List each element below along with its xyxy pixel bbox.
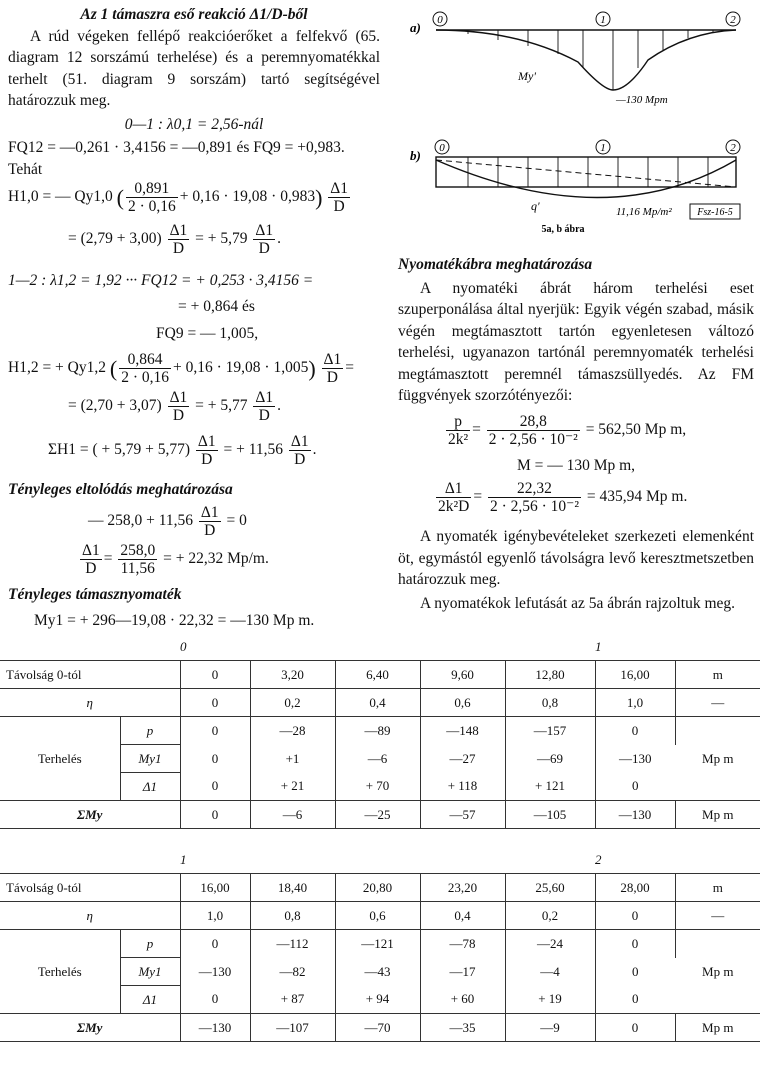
table-cell: 0 — [180, 633, 250, 661]
table-cell: + 21 — [250, 773, 335, 801]
eq-h10 — [8, 180, 380, 218]
table-cell: 0,8 — [250, 902, 335, 930]
table-cell: 0 — [632, 963, 639, 979]
math-text: b) — [410, 148, 421, 163]
table-cell: —148 — [420, 717, 505, 745]
math-text — [118, 542, 157, 577]
table-cell: +1 — [250, 745, 335, 773]
math-text — [488, 480, 581, 515]
math-text: —130 Mpm — [616, 94, 668, 106]
table-cell: — — [675, 902, 760, 930]
table-cell: —69 — [505, 745, 595, 773]
table-cell: 0 — [180, 986, 250, 1014]
table-cell: —70 — [335, 1014, 420, 1042]
eq-p-2k2: $\frac{p}{\text{2k²}}$ = $\frac{28,8}{\text{2 · 2,56 · 10⁻²}}$ = 562,50 Mp m, — [448, 412, 687, 448]
table-cell: 1,0 — [180, 902, 250, 930]
table-cell: η — [0, 902, 180, 930]
table-cell: My1 — [120, 958, 180, 986]
table-cell: 28,00 — [595, 874, 675, 902]
math-text: 11,56 — [120, 560, 155, 577]
table-cell: 0 — [180, 773, 250, 801]
math-text: H1,0 = — Qy1,0 — [8, 188, 113, 206]
math-text — [322, 351, 344, 386]
table-cell: —9 — [505, 1014, 595, 1042]
math-text: 2k² — [448, 430, 469, 448]
table-row — [0, 801, 760, 829]
eq-fq9: FQ9 = — 1,005, — [156, 325, 259, 342]
math-text: D — [333, 198, 345, 215]
math-text — [487, 413, 580, 448]
table-cell: 0 — [595, 902, 675, 930]
para-elemenkent: A nyomaték igénybevételeket szerkezeti elemenként öt, egymástól egyenlő távolságra levő keresztmetszetben határozzuk meg. — [398, 528, 754, 588]
math-text: 2 — [730, 142, 736, 154]
table-cell: —35 — [420, 1014, 505, 1042]
table-cell: —82 — [250, 958, 335, 986]
right-column — [398, 254, 754, 614]
table-cell: ΣMy — [0, 1014, 180, 1042]
math-text: D — [258, 406, 270, 424]
math-text: q' — [531, 199, 540, 213]
table-cell: 0,2 — [250, 689, 335, 717]
eq-0864: = + 0,864 és — [178, 297, 255, 315]
table-cell: 0 — [180, 801, 250, 829]
table-cell: —130 — [180, 958, 250, 986]
table-cell: p — [120, 717, 180, 745]
math-text: p — [446, 413, 470, 431]
table-cell: 16,00 — [595, 661, 675, 689]
math-text — [328, 180, 350, 215]
step-1-2: 1—2 : λ1,2 = 1,92 ··· FQ12 = + 0,253 · 3,4156 = — [8, 272, 314, 289]
math-text: = + 5,77 — [195, 396, 248, 414]
table-cell: 0 — [180, 689, 250, 717]
table-cell: η — [0, 689, 180, 717]
math-text: Δ1 — [323, 350, 342, 368]
math-text: My' — [518, 69, 536, 83]
table-cell: + 118 — [420, 773, 505, 801]
math-text: 5a, b ábra — [541, 224, 585, 235]
table-cell: —78 — [420, 930, 505, 958]
table-row — [0, 874, 760, 902]
table-cell: —28 — [250, 717, 335, 745]
eq-my1: My1 = + 296—19,08 · 22,32 = —130 Mp m. — [34, 611, 315, 629]
math-text: ( — [116, 184, 124, 210]
math-text: + 0,16 · 19,08 · 0,983 — [179, 188, 316, 206]
table-cell: —157 — [505, 717, 595, 745]
math-text: Δ1 — [255, 222, 274, 239]
tehat: Tehát — [8, 160, 43, 178]
figure-5ab — [398, 0, 758, 240]
table-cell: Δ1 — [120, 773, 180, 801]
math-text — [168, 389, 190, 424]
math-text: + 0,16 · 19,08 · 1,005 — [173, 358, 309, 376]
math-text: = 435,94 Mp m. — [586, 488, 688, 506]
math-text: D — [294, 450, 306, 468]
math-text — [253, 389, 275, 424]
table-cell: Távolság 0-tól — [0, 874, 180, 902]
math-text: D — [172, 240, 185, 257]
table-cell: 0 — [180, 745, 250, 773]
math-text: 2 · 0,16 — [127, 198, 176, 215]
math-text: Δ1 — [169, 222, 188, 239]
math-text — [446, 413, 470, 448]
math-text: 28,8 — [487, 413, 580, 431]
table-row — [0, 930, 760, 958]
math-text: 2k²D — [438, 498, 470, 515]
math-text: Δ1 — [197, 432, 216, 450]
table-cell: 0 — [595, 930, 675, 958]
table-cell: 18,40 — [250, 874, 335, 902]
table-cell: —130 — [180, 1014, 250, 1042]
math-text: ΣH1 = ( + 5,79 + 5,77) — [48, 440, 191, 458]
table-cell: 0,4 — [420, 902, 505, 930]
math-text: 0 — [439, 142, 445, 154]
math-text: Δ1 — [200, 504, 219, 521]
math-text: Δ1 — [82, 542, 100, 559]
heading-tamasznyomatek: Tényleges támasznyomaték — [8, 586, 182, 603]
table-cell: 0,6 — [420, 689, 505, 717]
math-text: 0,891 — [126, 180, 178, 198]
table-row — [0, 661, 760, 689]
math-text: = (2,70 + 3,07) — [68, 396, 162, 414]
table-cell: + 60 — [420, 986, 505, 1014]
math-text — [80, 542, 102, 577]
table-cell: —4 — [505, 958, 595, 986]
table-cell: — — [675, 689, 760, 717]
table-cell: 3,20 — [250, 661, 335, 689]
eq-elt2: $\frac{\Delta 1}{D}$ = $\frac{258,0}{11,56}$ = + 22,32 Mp/m. — [82, 542, 269, 577]
node-row — [0, 846, 760, 874]
table-cell: Δ1 — [120, 986, 180, 1014]
math-text: 2 · 2,56 · 10⁻² — [488, 430, 578, 448]
table-cell: + 87 — [250, 986, 335, 1014]
eq-sum: ΣH1 = ( + 5,79 + 5,77) $\frac{\Delta 1}{D}$ = + 11,56 $\frac{\Delta 1}{D}$ . — [48, 432, 317, 468]
math-text: 258,0 — [120, 542, 156, 559]
table-cell: 23,20 — [420, 874, 505, 902]
eq-577: = (2,70 + 3,07) $\frac{\Delta 1}{D}$ = + 5,77 $\frac{\Delta 1}{D}$ . — [68, 388, 281, 424]
left-column — [8, 4, 380, 631]
table-cell — [0, 846, 180, 874]
table-cell: + 94 — [335, 986, 420, 1014]
table-cell — [250, 846, 595, 874]
table-cell: —105 — [505, 801, 595, 829]
table-cell: 1,0 — [595, 689, 675, 717]
math-text: D — [201, 450, 213, 468]
table-cell: —43 — [335, 958, 420, 986]
math-text: Δ1 — [255, 388, 274, 406]
math-text: Fsz-16-5 — [697, 207, 733, 218]
table-span-1-2 — [0, 846, 760, 1042]
math-text: ) — [308, 355, 316, 381]
table-row — [0, 902, 760, 930]
table-cell: p — [120, 930, 180, 958]
table-cell: Mp m — [675, 1014, 760, 1042]
math-text — [119, 351, 171, 386]
math-text: = + 11,56 — [223, 440, 284, 458]
table-cell: 2 — [595, 846, 675, 874]
math-text — [436, 480, 471, 515]
table-cell: 0,2 — [505, 902, 595, 930]
table-cell: Terhelés — [0, 717, 120, 801]
math-text: 0 — [437, 14, 443, 26]
table-cell: —17 — [420, 958, 505, 986]
table-cell: 0,4 — [335, 689, 420, 717]
math-text: Δ1 — [436, 480, 471, 498]
table-cell: ΣMy — [0, 801, 180, 829]
table-cell: Mp m — [675, 801, 760, 829]
para-reaction: A rúd végeken fellépő reakcióerőket a felfekvő (65. diagram 12 sorszámú terhelése) és a peremnyomatékkal terhelt (51. diagram 9 sorszám) tartó segítségével határozzuk meg. — [8, 27, 380, 109]
table-cell: m — [675, 874, 760, 902]
math-text: D — [85, 560, 97, 577]
diagram-a — [410, 12, 740, 106]
heading-reaction: Az 1 támaszra eső reakció Δ1/D-ből — [80, 6, 308, 23]
math-text: D — [326, 368, 338, 386]
math-text: = 0 — [226, 512, 247, 530]
table-cell: —107 — [250, 1014, 335, 1042]
math-text: ( — [109, 355, 118, 381]
table-cell: + 70 — [335, 773, 420, 801]
math-text: 1 — [600, 14, 606, 26]
table-cell: Mp m — [675, 717, 760, 801]
table-cell — [675, 846, 760, 874]
heading-eltolodas: Tényleges eltolódás meghatározása — [8, 480, 233, 498]
math-text — [168, 222, 190, 257]
table-cell: —24 — [505, 930, 595, 958]
table-cell: —130 — [619, 750, 652, 766]
math-text — [199, 504, 221, 539]
math-text: a) — [410, 20, 421, 35]
table-row — [0, 689, 760, 717]
table-cell — [250, 633, 595, 661]
table-cell: 6,40 — [335, 661, 420, 689]
math-text: ) — [315, 184, 323, 210]
table-cell: Távolság 0-tól — [0, 661, 180, 689]
math-text: — 258,0 + 11,56 — [88, 512, 194, 530]
table-cell: 0 — [595, 717, 675, 745]
math-text: H1,2 = + Qy1,2 — [8, 358, 106, 376]
table-cell: 16,00 — [180, 874, 250, 902]
table-cell: 12,80 — [505, 661, 595, 689]
math-text: 2 · 2,56 · 10⁻² — [489, 498, 579, 515]
table-span-0-1 — [0, 633, 760, 829]
eq-579: = (2,79 + 3,00) $\frac{\Delta 1}{D}$ = + 5,79 $\frac{\Delta 1}{D}$ . — [68, 222, 281, 257]
fq-line: FQ12 = —0,261 · 3,4156 = —0,891 és FQ9 = +0,983. — [8, 139, 345, 156]
math-text: = 562,50 Mp m, — [585, 420, 687, 438]
table-cell: 0 — [595, 986, 675, 1014]
table-cell: m — [675, 661, 760, 689]
table-cell: 0 — [595, 1014, 675, 1042]
table-cell: My1 — [120, 745, 180, 773]
math-text: 22,32 — [488, 480, 581, 498]
math-text: Δ1 — [169, 388, 188, 406]
node-row — [0, 633, 760, 661]
eq-elt1 — [8, 504, 380, 542]
table-cell: —27 — [420, 745, 505, 773]
math-text: = + 5,79 — [195, 230, 248, 248]
math-text: Δ1 — [290, 432, 309, 450]
table-cell: 0 — [180, 661, 250, 689]
math-text: = + 22,32 Mp/m. — [163, 550, 269, 568]
frac-0891 — [126, 180, 178, 215]
table-row — [0, 717, 760, 745]
table-row — [0, 1014, 760, 1042]
table-cell: 1 — [180, 846, 250, 874]
table-cell: —112 — [250, 930, 335, 958]
math-text — [253, 222, 275, 257]
table-cell: 25,60 — [505, 874, 595, 902]
table-cell: —6 — [250, 801, 335, 829]
math-text: Δ1 — [330, 180, 349, 197]
math-text — [289, 433, 311, 468]
table-cell — [0, 633, 180, 661]
para-nyomatek: A nyomatéki ábrát három terhelési eset szuperponálása által nyerjük: Egyik végén szabad, másik végén megtámasztott tartón egyenletesen változó terhelési, ugyanazon tartónál peremnyomaték terhelési megtámasztott peremnél támaszsüllyedés. Az FM függvények szorzótényezői: — [398, 279, 754, 404]
table-cell: + 121 — [505, 773, 595, 801]
table-cell: Terhelés — [0, 930, 120, 1014]
eq-m: M = — 130 Mp m, — [516, 456, 636, 474]
table-cell: 1 — [595, 633, 675, 661]
table-cell: —121 — [335, 930, 420, 958]
math-text: 0,864 — [119, 351, 171, 369]
para-5a: A nyomatékok lefutását az 5a ábrán rajzoltuk meg. — [420, 594, 736, 612]
math-text: 1 — [600, 142, 606, 154]
math-text: D — [204, 522, 216, 539]
table-cell: Mp m — [675, 930, 760, 1014]
table-cell: —6 — [335, 745, 420, 773]
table-cell — [675, 633, 760, 661]
table-cell: 0 — [180, 930, 250, 958]
math-text: 2 — [730, 14, 736, 26]
table-cell: —89 — [335, 717, 420, 745]
step-0-1: 0—1 : λ0,1 = 2,56-nál — [124, 115, 264, 133]
table-cell: 0 — [180, 717, 250, 745]
table-cell: 9,60 — [420, 661, 505, 689]
math-text: D — [172, 406, 185, 424]
table-cell: 0,6 — [335, 902, 420, 930]
table-cell: 20,80 — [335, 874, 420, 902]
table-cell: —25 — [335, 801, 420, 829]
table-cell: 0,8 — [505, 689, 595, 717]
math-text: D — [258, 240, 270, 257]
table-cell: + 19 — [505, 986, 595, 1014]
heading-nyomatek: Nyomatékábra meghatározása — [398, 256, 593, 273]
diagram-b — [410, 140, 740, 235]
math-text — [196, 433, 218, 468]
math-text: 2 · 0,16 — [121, 368, 169, 386]
eq-d-2k2d: $\frac{\Delta 1}{\text{2k²D}}$ = $\frac{22,32}{\text{2 · 2,56 · 10⁻²}}$ = 435,94 Mp m. — [438, 480, 688, 515]
math-text: = (2,79 + 3,00) — [68, 230, 162, 248]
table-cell: 0 — [595, 773, 675, 801]
table-cell: —130 — [595, 801, 675, 829]
math-text: 11,16 Mp/m² — [616, 206, 672, 218]
eq-h12: H1,2 = + Qy1,2 ( $\frac{0,864}{2 \cdot 0,16}$ + 0,16 · 19,08 · 1,005) $\frac{\Delta 1}{D}$ = — [8, 350, 354, 386]
table-cell: —57 — [420, 801, 505, 829]
